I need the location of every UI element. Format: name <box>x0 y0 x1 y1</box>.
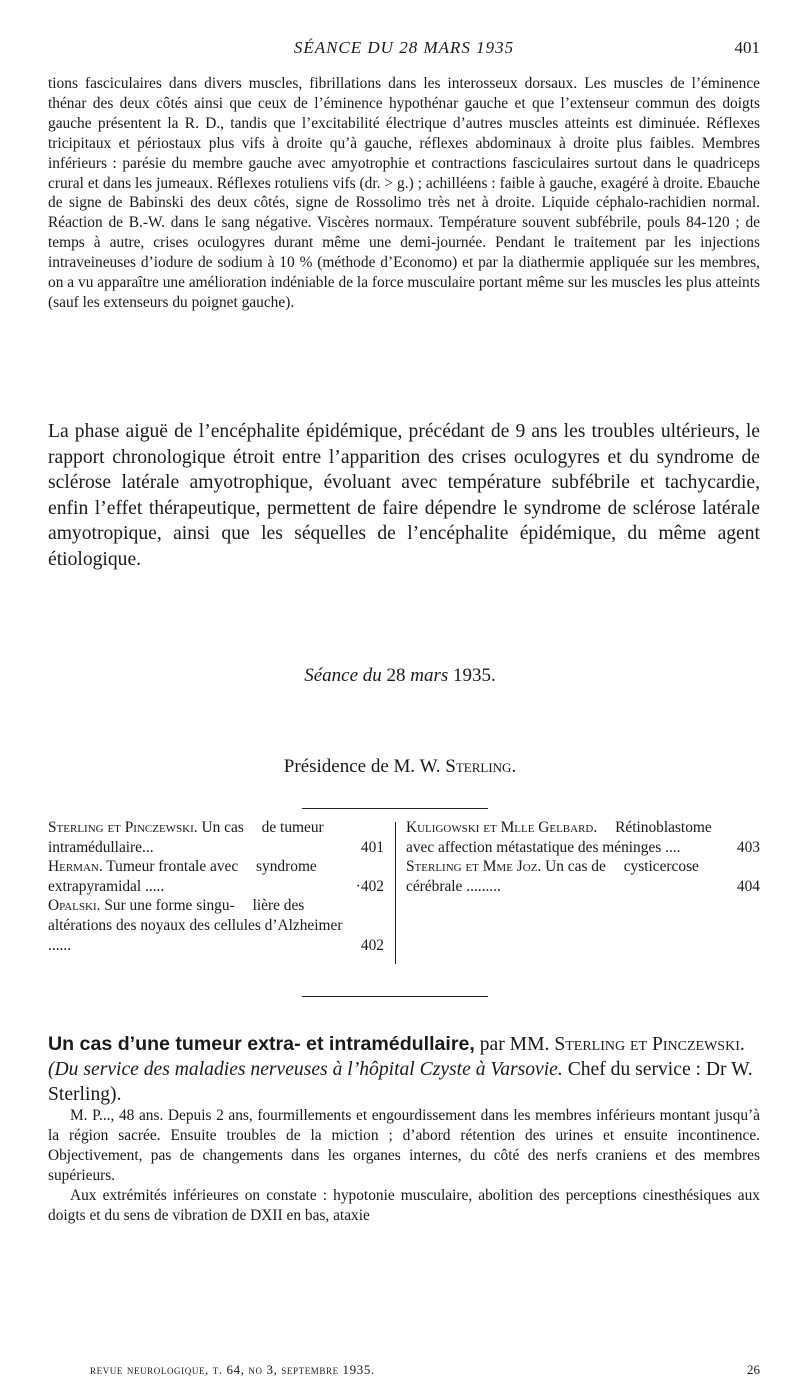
summary-authors: Herman. <box>48 858 103 876</box>
article-paragraph: Aux extrémités inférieures on constate : hypotonie musculaire, abolition des perceptions cinesthésiques aux doigts et du sens de vibration de DXII en bas, ataxie <box>48 1186 760 1224</box>
presidency-prefix: Présidence de M. W. <box>283 756 441 777</box>
summary-page: 403 <box>736 838 760 856</box>
summary-entry <box>48 857 384 896</box>
summary-page: ·402 <box>355 877 384 895</box>
page-footer <box>90 1362 760 1382</box>
summary-column-left <box>48 818 384 955</box>
divider-rule-bottom <box>302 996 488 997</box>
page-number: 401 <box>734 38 760 57</box>
summary-title-rest: syndrome extrapyramidal ..... <box>48 858 317 895</box>
session-date: 28 <box>386 665 406 686</box>
article-by: par MM. <box>479 1034 550 1055</box>
summary-column-right <box>406 818 760 896</box>
session-year: 1935. <box>453 665 496 686</box>
article-heading <box>48 1032 760 1107</box>
summary-entry <box>48 818 384 857</box>
summary-authors: Sterling et Mme Joz. <box>406 858 542 876</box>
signature-mark: 26 <box>747 1362 760 1377</box>
running-header <box>48 38 760 64</box>
summary-title-first: Un cas de <box>545 858 606 876</box>
article-paragraph: M. P..., 48 ans. Depuis 2 ans, fourmillements et engourdissement dans les membres inférieurs montant jusqu’à la région sacrée. Ensuite troubles de la miction ; d’abord rétention des urines et ensuite incontinence. Objectivement, pas de changements dans les organes internes, du côté des nerfs craniens et des membres supérieurs. <box>48 1107 760 1184</box>
summary-authors: Opalski. <box>48 897 101 915</box>
session-label: Séance du <box>304 665 382 686</box>
summary-entry <box>406 857 760 896</box>
summary-title-rest: lière des altérations des noyaux des cellules d’Alzheimer ...... <box>48 897 343 954</box>
summary-title-first: Sur une forme singu- <box>104 897 235 915</box>
summary-column-divider <box>395 822 396 964</box>
session-summary <box>48 818 760 968</box>
summary-title-rest: de tumeur intramédullaire... <box>48 819 324 856</box>
summary-page: 401 <box>360 838 384 856</box>
article-title: Un cas d’une tumeur extra- et intramédullaire, <box>48 1033 475 1055</box>
article-body <box>48 1106 760 1225</box>
summary-title-first: Tumeur frontale avec <box>106 858 239 876</box>
session-title <box>0 665 800 687</box>
summary-entry <box>48 896 384 955</box>
article-authors: Sterling et Pinczewski. <box>554 1034 745 1055</box>
summary-authors: Sterling et Pinczewski. <box>48 819 198 836</box>
presidency-line <box>0 756 800 778</box>
case-paragraph: tions fasciculaires dans divers muscles, fibrillations dans les interosseux dorsaux. Les muscles de l’éminence thénar des deux côtés ainsi que ceux de l’éminence hypothénar gauche et que l’extenseur commun des doigts gauche présentent la R. D., tandis que l’excitabilité électrique d’autres muscles atteints est diminuée. Réflexes tricipitaux et périostaux plus vifs à droite qu’à gauche, réflexes abdominaux à droite plus faibles. Membres inférieurs : parésie du membre gauche avec amyotrophie et contractions fasciculaires surtout dans le quadriceps crural et dans les jumeaux. Réflexes rotuliens vifs (dr. > g.) ; achilléens : faible à gauche, exagéré à droite. Ebauche de signe de Babinski des deux côtés, signe de Rossolimo très net à droite. Liquide céphalo-rachidien normal. Réaction de B.-W. dans le sang négative. Viscères normaux. Température souvent subfébrile, pouls 84-120 ; de temps à autre, crises oculogyres durant même une demi-journée. Pendant le traitement par les injections intraveineuses d’iodure de sodium à 10 % (méthode d’Economo) et par la diathermie appliquée sur les membres, on a vu apparaître une amélioration indéniable de la force musculaire portant même sur les muscles les plus atteints (sauf les extenseurs du poignet gauche). <box>48 75 760 311</box>
summary-title-first: Un cas <box>201 819 244 836</box>
summary-authors: Kuligowski et Mlle Gelbard. <box>406 819 598 836</box>
divider-rule-top <box>302 808 488 809</box>
summary-title-rest: Rétinoblastome avec affection métastatique des méninges .... <box>406 819 712 856</box>
article-chief: Chef du service : Dr W. Sterling). <box>48 1059 753 1105</box>
presidency-name: Sterling. <box>445 756 517 777</box>
running-title: SÉANCE DU 28 MARS 1935 <box>293 38 515 57</box>
summary-entry <box>406 818 760 857</box>
article-affiliation: (Du service des maladies nerveuses à l’hôpital Czyste à Varsovie. <box>48 1059 563 1080</box>
summary-page: 404 <box>736 877 760 895</box>
session-month: mars <box>410 665 449 686</box>
journal-reference: revue neurologique, t. 64, no 3, septembre 1935. <box>90 1362 375 1377</box>
summary-page: 402 <box>360 936 384 954</box>
summary-title-rest: cysticercose cérébrale ......... <box>406 858 699 895</box>
conclusion-paragraph: La phase aiguë de l’encéphalite épidémique, précédant de 9 ans les troubles ultérieurs, le rapport chronologique étroit entre l’apparition des crises oculogyres et du syndrome de sclérose latérale amyotrophique, évoluant avec température subfébrile et tachycardie, enfin l’effet thérapeutique, permettent de faire dépendre le syndrome de sclérose latérale amyotropique, ainsi que les séquelles de l’encéphalite épidémique, du même agent étiologique. <box>48 421 760 570</box>
